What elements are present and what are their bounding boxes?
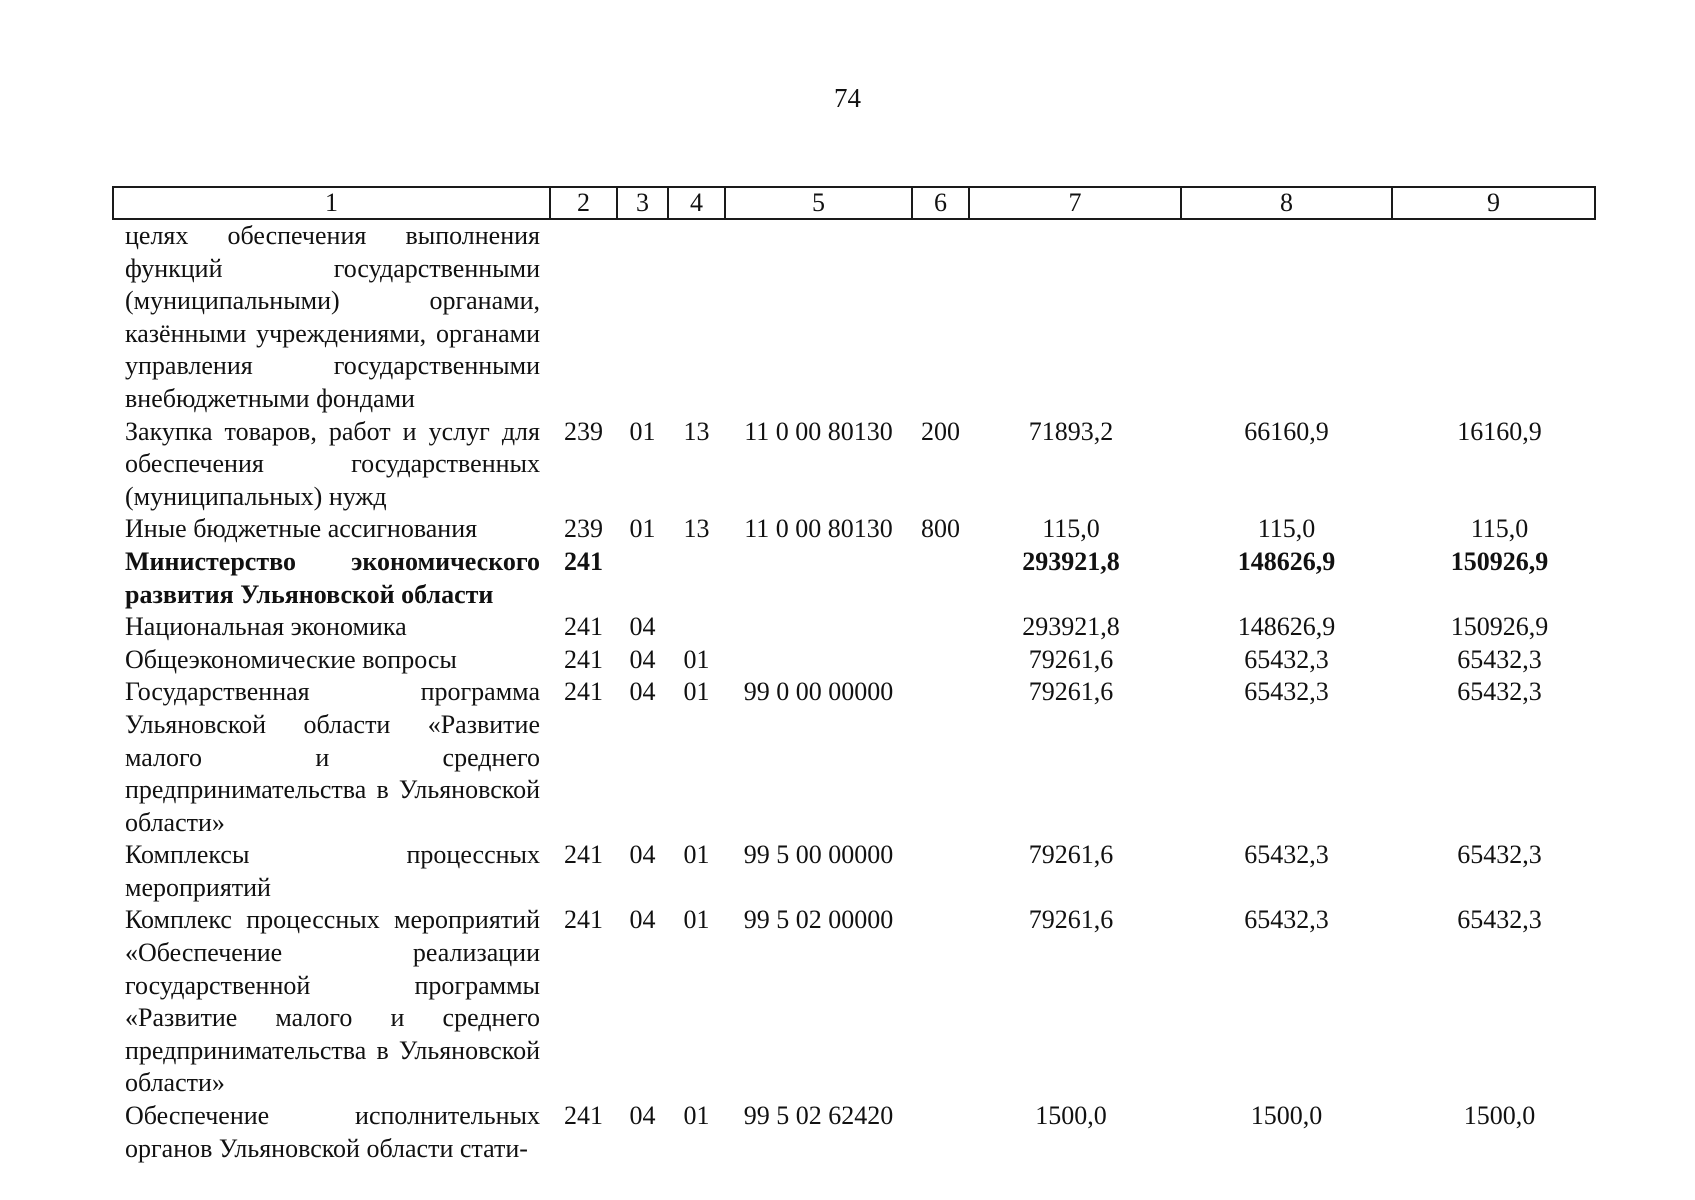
cell-amount-col8: 148626,9 (1237, 546, 1336, 576)
cell-section: 01 (629, 416, 656, 446)
cell-subsection: 01 (683, 1101, 710, 1131)
cell-section: 04 (629, 612, 656, 642)
table-row (113, 644, 1595, 677)
cell-amount-col9: 65432,3 (1457, 677, 1542, 707)
cell-amount-col8: 1500,0 (1250, 1101, 1323, 1131)
cell-expense-type (912, 839, 969, 904)
cell-amount-col9: 150926,9 (1450, 612, 1549, 642)
table-row (113, 611, 1595, 644)
cell-subsection (668, 611, 725, 644)
table-header (113, 187, 1595, 219)
cell-subsection: 13 (683, 514, 710, 544)
cell-section: 04 (629, 677, 656, 707)
cell-subsection: 01 (683, 677, 710, 707)
cell-amount-col7: 79261,6 (1028, 644, 1114, 674)
cell-amount-col9 (1392, 219, 1595, 416)
header-col-3: 3 (617, 187, 668, 219)
table-row (113, 416, 1595, 514)
cell-section (617, 546, 668, 611)
header-col-2: 2 (550, 187, 617, 219)
cell-amount-col7: 79261,6 (1028, 677, 1114, 707)
cell-section: 04 (629, 840, 656, 870)
cell-description: Закупка товаров, работ и услуг для обеспечения государственных (муниципальных) нужд (125, 416, 540, 511)
cell-ministry-code: 239 (564, 416, 603, 446)
cell-section: 01 (629, 514, 656, 544)
cell-amount-col9: 115,0 (1470, 514, 1529, 544)
cell-amount-col7: 115,0 (1042, 514, 1100, 544)
header-col-4: 4 (668, 187, 725, 219)
cell-target-article (725, 546, 912, 611)
cell-amount-col9: 65432,3 (1457, 644, 1542, 674)
cell-amount-col9: 65432,3 (1457, 840, 1542, 870)
cell-subsection: 01 (683, 644, 710, 674)
header-col-5: 5 (725, 187, 912, 219)
cell-ministry-code: 241 (564, 1101, 603, 1131)
table-row (113, 546, 1595, 611)
cell-description: Министерство экономического развития Ульяновской области (125, 546, 540, 609)
table-body (113, 219, 1595, 1165)
cell-amount-col8: 65432,3 (1244, 905, 1329, 935)
cell-section: 04 (629, 644, 656, 674)
cell-description: Государственная программа Ульяновской области «Развитие малого и среднего предпринимательства в Ульяновской области» (125, 677, 540, 837)
cell-amount-col7: 71893,2 (1028, 416, 1114, 446)
cell-ministry-code: 241 (564, 840, 603, 870)
cell-description: Комплексы процессных мероприятий (125, 840, 540, 902)
budget-table (112, 186, 1596, 1165)
cell-amount-col7: 79261,6 (1028, 905, 1114, 935)
cell-section (617, 219, 668, 416)
header-row (113, 187, 1595, 219)
cell-amount-col8: 148626,9 (1237, 612, 1336, 642)
cell-description: Национальная экономика (125, 612, 407, 642)
cell-expense-type (912, 611, 969, 644)
cell-target-article: 11 0 00 80130 (744, 514, 893, 544)
cell-amount-col8: 66160,9 (1244, 416, 1329, 446)
cell-subsection: 13 (683, 416, 710, 446)
cell-subsection: 01 (683, 840, 710, 870)
page-number: 74 (834, 83, 861, 113)
cell-section: 04 (629, 1101, 656, 1131)
cell-amount-col9: 65432,3 (1457, 905, 1542, 935)
header-col-1: 1 (113, 187, 550, 219)
cell-amount-col8: 115,0 (1257, 514, 1316, 544)
cell-ministry-code: 241 (564, 644, 603, 674)
cell-ministry-code: 241 (564, 905, 603, 935)
cell-target-article: 99 5 00 00000 (743, 840, 894, 870)
header-col-7: 7 (969, 187, 1181, 219)
cell-ministry-code (550, 219, 617, 416)
cell-amount-col7 (969, 219, 1181, 416)
cell-expense-type: 800 (921, 514, 960, 544)
table-row (113, 839, 1595, 904)
table-row (113, 1100, 1595, 1165)
cell-amount-col7: 293921,8 (1022, 612, 1120, 642)
cell-amount-col9: 150926,9 (1450, 546, 1549, 576)
cell-amount-col8: 65432,3 (1244, 644, 1329, 674)
header-col-8: 8 (1181, 187, 1392, 219)
cell-description: Иные бюджетные ассигнования (125, 514, 478, 544)
cell-target-article: 99 5 02 62420 (743, 1101, 894, 1131)
cell-description: Обеспечение исполнительных органов Ульяновской области стати- (125, 1101, 540, 1163)
cell-target-article (725, 219, 912, 416)
cell-ministry-code: 241 (564, 612, 603, 642)
cell-amount-col7: 293921,8 (1022, 546, 1120, 576)
cell-subsection: 01 (683, 905, 710, 935)
table-row (113, 676, 1595, 839)
cell-target-article: 99 0 00 00000 (743, 677, 894, 707)
cell-expense-type (912, 219, 969, 416)
cell-ministry-code: 241 (564, 546, 603, 576)
cell-amount-col7: 79261,6 (1028, 840, 1114, 870)
cell-target-article: 99 5 02 00000 (743, 905, 894, 935)
header-col-9: 9 (1392, 187, 1595, 219)
cell-amount-col8 (1181, 219, 1392, 416)
cell-ministry-code: 239 (564, 514, 603, 544)
cell-amount-col9: 16160,9 (1457, 416, 1542, 446)
cell-description: Общеэкономические вопросы (125, 644, 457, 674)
cell-target-article: 11 0 00 80130 (744, 416, 893, 446)
cell-expense-type (912, 644, 969, 677)
cell-section: 04 (629, 905, 656, 935)
table-row (113, 219, 1595, 416)
table-row (113, 904, 1595, 1100)
cell-ministry-code: 241 (564, 677, 603, 707)
cell-expense-type: 200 (921, 416, 960, 446)
cell-amount-col8: 65432,3 (1244, 840, 1329, 870)
cell-target-article (725, 611, 912, 644)
cell-amount-col7: 1500,0 (1035, 1101, 1107, 1131)
cell-expense-type (912, 676, 969, 839)
table-row (113, 513, 1595, 546)
cell-expense-type (912, 1100, 969, 1165)
cell-expense-type (912, 546, 969, 611)
header-col-6: 6 (912, 187, 969, 219)
cell-amount-col8: 65432,3 (1244, 677, 1329, 707)
cell-amount-col9: 1500,0 (1463, 1101, 1536, 1131)
cell-subsection (668, 546, 725, 611)
cell-subsection (668, 219, 725, 416)
cell-description: целях обеспечения выполнения функций государственными (муниципальными) органами, казёнными учреждениями, органами управления государственными внебюджетными фондами (125, 221, 540, 413)
cell-target-article (725, 644, 912, 677)
cell-expense-type (912, 904, 969, 1100)
cell-description: Комплекс процессных мероприятий «Обеспечение реализации государственной программы «Развитие малого и среднего предпринимательства в Ульяновской области» (125, 905, 540, 1098)
